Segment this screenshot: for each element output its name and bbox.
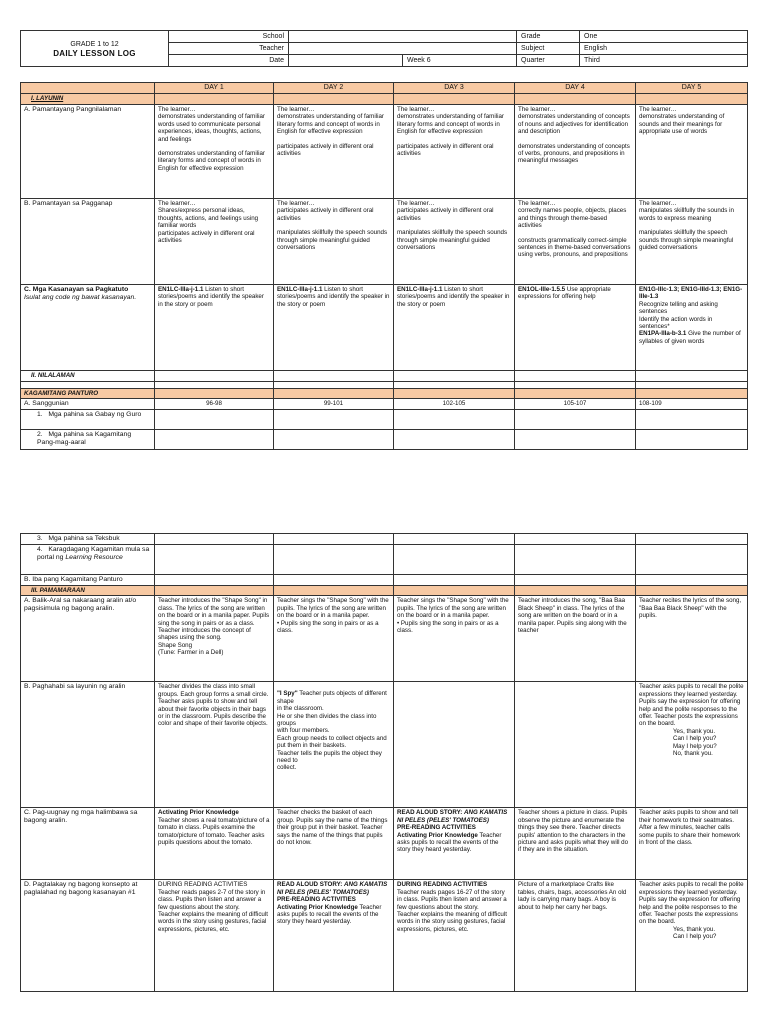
text: put them in their baskets. bbox=[277, 742, 347, 750]
competency-code: EN1LC-IIIa-j-1.1 bbox=[397, 286, 443, 293]
cell-pag-uugnay-day4 bbox=[515, 808, 636, 880]
text: Teacher introduces the "Shape Song" in class. The lyrics of the song are written on the board or in a manila paper. Pupils sing the song in pairs or as a class. Teacher introduces the concept of shapes using the song. bbox=[158, 597, 270, 642]
activity-title: PRE-READING ACTIVITIES bbox=[397, 824, 476, 832]
item-number: 4. bbox=[37, 546, 43, 553]
competency-code: EN1LC-IIIa-j-1.1 bbox=[277, 286, 323, 293]
cell-a-day2 bbox=[274, 105, 394, 199]
text: manipulates skillfully the speech sounds through simple meaningful guided conversations bbox=[397, 229, 508, 252]
week-value: Week 6 bbox=[403, 55, 517, 67]
text: Teacher divides the class into small groups. Each group forms a small circle. Teacher asks pupils to show and tell about their favorite objects in their bags or in the classroom. Pupils describe the color and shape of their favorite objects. bbox=[158, 683, 269, 728]
cell-pagtalakay-day4 bbox=[515, 880, 636, 992]
cell-c-day5 bbox=[636, 285, 748, 371]
row-label-a: A. Pamantayang Pangnilalaman bbox=[21, 105, 155, 199]
cell-balik-day4 bbox=[515, 596, 636, 682]
text: May I help you? bbox=[673, 742, 717, 750]
cell-b-day1 bbox=[155, 199, 274, 285]
text: The learner… bbox=[518, 200, 556, 207]
text: Teacher tells the pupils the object they need to bbox=[277, 749, 382, 765]
text: Teacher asks pupils to show and tell their homework to their seatmates. After a few minutes, teacher calls some pupils to share their homework in front of the class. bbox=[639, 809, 741, 847]
row-label-balik-aral: A. Balik-Aral sa nakaraang aralin at/o pagsisimula ng bagong aralin. bbox=[21, 596, 155, 682]
item-label: Mga pahina sa Teksbuk bbox=[48, 535, 120, 542]
row-pamantayang-pangnilalaman bbox=[21, 105, 748, 199]
row-label-karagdagang bbox=[21, 545, 155, 575]
competency-code: EN1PA-IIIa-b-3.1 bbox=[639, 330, 687, 338]
cell-balik-day5 bbox=[636, 596, 748, 682]
row-label-c-title: C. Mga Kasanayan sa Pagkatuto bbox=[24, 286, 129, 293]
quarter-value: Third bbox=[580, 55, 748, 67]
grade-range: GRADE 1 to 12 bbox=[70, 40, 119, 48]
text: Shape Song bbox=[158, 641, 193, 649]
activity-title: Activating Prior Knowledge bbox=[397, 831, 478, 839]
sanggunian-day5: 108-109 bbox=[636, 399, 748, 410]
pamamaraan-heading bbox=[21, 586, 155, 596]
text: The learner… bbox=[518, 106, 556, 113]
text: The learner… bbox=[158, 106, 196, 113]
text: • Pupils sing the song in pairs or as a class. bbox=[397, 619, 499, 635]
item-number: 3. bbox=[37, 535, 43, 542]
text: The learner… bbox=[397, 200, 435, 207]
text: Can I help you? bbox=[673, 933, 717, 941]
text: constructs grammatically correct-simple sentences in theme-based conversations using verbs, pronouns, and prepositions bbox=[518, 236, 631, 259]
text: Teacher sings the "Shape Song" with the pupils. The lyrics of the song are written on the board or in a manila paper. bbox=[397, 597, 509, 620]
text: Shares/express personal ideas, thoughts, actions, and feelings using familiar words bbox=[158, 207, 259, 230]
text: participates actively in different oral activities bbox=[397, 207, 494, 222]
activity-title: DURING READING ACTIVITIES bbox=[397, 881, 488, 889]
text: Yes, thank you. bbox=[673, 925, 716, 933]
text: Can I help you? bbox=[673, 735, 717, 743]
text: Recognize telling and asking sentences bbox=[639, 300, 718, 316]
item-label-italic: Learning Resource bbox=[65, 554, 123, 561]
text: Give the number of syllables of given words bbox=[639, 330, 741, 345]
text: He or she then divides the class into groups bbox=[277, 712, 377, 728]
row-karagdagang bbox=[21, 545, 748, 575]
cell-balik-day1 bbox=[155, 596, 274, 682]
text: Teacher asks pupils to recall the events of the story they heard yesterday. bbox=[397, 831, 502, 854]
text: manipulates skillfully the sounds in words to express meaning bbox=[639, 207, 734, 222]
nilalaman-label: II. NILALAMAN bbox=[31, 372, 75, 379]
competency-code: EN1LC-IIIa-j-1.1 bbox=[158, 286, 204, 293]
subject-label: Subject bbox=[517, 43, 580, 55]
day-5-header: DAY 5 bbox=[636, 83, 748, 94]
row-gabay bbox=[21, 410, 748, 430]
text: Yes, thank you. bbox=[673, 727, 716, 735]
text: The learner… bbox=[397, 106, 435, 113]
row-pagtalakay bbox=[21, 880, 748, 992]
text: Teacher shows a real tomato/picture of a tomato in class. Pupils examine the tomato/picture of tomato. Teacher asks pupils questions about the tomato. bbox=[158, 816, 270, 847]
text: Listen to short stories/poems and identify the speaker in the story or poem bbox=[277, 286, 390, 308]
cell-c-day2 bbox=[274, 285, 394, 371]
row-iba-pang bbox=[21, 575, 748, 586]
cell-c-day1 bbox=[155, 285, 274, 371]
header-table bbox=[20, 30, 748, 67]
lesson-table-part1 bbox=[20, 82, 748, 450]
competency-code: EN1G-IIIc-1.3; EN1G-IIId-1.3; EN1G-IIIe-1.3 bbox=[639, 286, 743, 301]
item-label: Karagdagang Kagamitan mula sa portal ng bbox=[37, 546, 150, 561]
corner-cell bbox=[21, 83, 155, 94]
activity-title: DURING READING ACTIVITIES bbox=[158, 881, 248, 889]
text: Teacher introduces the song, "Baa Baa Black Sheep" in class. The lyrics of the song are written on the board or in a manila paper. Pupils sing along with the teacher bbox=[518, 597, 627, 635]
text: • Pupils sing the song in pairs or as a class. bbox=[277, 619, 379, 635]
day-4-header: DAY 4 bbox=[515, 83, 636, 94]
text: participates actively in different oral activities bbox=[277, 142, 374, 158]
text: The learner… bbox=[277, 200, 315, 207]
row-label-pagtalakay: D. Pagtalakay ng bagong konsepto at paglalahad ng bagong kasanayan #1 bbox=[21, 880, 155, 992]
cell-pag-uugnay-day1 bbox=[155, 808, 274, 880]
grade-label: Grade bbox=[517, 31, 580, 43]
cell-pagtalakay-day3 bbox=[394, 880, 515, 992]
text: Identify the action words in sentences* bbox=[639, 315, 713, 331]
lesson-table-part2 bbox=[20, 533, 748, 992]
row-label-paghahabi: B. Paghahabi sa layunin ng aralin bbox=[21, 682, 155, 808]
text: Teacher asks pupils to recall the events of the story they heard yesterday. bbox=[277, 903, 382, 926]
daily-lesson-log-title: DAILY LESSON LOG bbox=[53, 48, 136, 58]
layunin-label: I. LAYUNIN bbox=[31, 95, 64, 102]
cell-pagtalakay-day2 bbox=[274, 880, 394, 992]
activity-title: Activating Prior Knowledge bbox=[277, 903, 358, 911]
row-label-c bbox=[21, 285, 155, 371]
cell-balik-day2 bbox=[274, 596, 394, 682]
text: Teacher asks pupils to recall the polite expressions they learned yesterday. Pupils say the expression for offering help and the polite responses to the offer. Teacher posts the expressions on the board. bbox=[639, 881, 744, 926]
row-kagamitang bbox=[21, 430, 748, 450]
row-label-gabay bbox=[21, 410, 155, 430]
cell-pag-uugnay-day2 bbox=[274, 808, 394, 880]
text: participates actively in different oral activities bbox=[277, 207, 374, 222]
text: The learner… bbox=[639, 106, 677, 113]
text: Teacher reads pages 2-7 of the story in class. Pupils then listen and answer a few questions about the story. bbox=[158, 888, 266, 911]
row-mga-kasanayan bbox=[21, 285, 748, 371]
cell-balik-day3 bbox=[394, 596, 515, 682]
text: with four members. bbox=[277, 727, 330, 735]
text: Teacher reads pages 16-27 of the story in class. Pupils then listen and answer a few questions about the story. bbox=[397, 888, 507, 911]
text: Listen to short stories/poems and identify the speaker in the story or poem bbox=[397, 286, 510, 308]
activity-title: "I Spy" bbox=[277, 690, 298, 698]
row-label-sanggunian: A. Sanggunian bbox=[21, 399, 155, 410]
pamamaraan-label: III. PAMAMARAAN bbox=[31, 587, 85, 594]
date-value[interactable] bbox=[289, 55, 403, 67]
sanggunian-day3: 102-105 bbox=[394, 399, 515, 410]
cell-paghahabi-day3 bbox=[394, 682, 515, 808]
activity-title: READ ALOUD STORY: bbox=[397, 809, 465, 817]
cell-pag-uugnay-day3 bbox=[394, 808, 515, 880]
row-label-c-sub: Isulat ang code ng bawat kasanayan. bbox=[24, 294, 137, 301]
cell-c-day3 bbox=[394, 285, 515, 371]
subject-value: English bbox=[580, 43, 748, 55]
cell-pagtalakay-day5 bbox=[636, 880, 748, 992]
header-title bbox=[21, 31, 169, 67]
text: (Tune: Farmer in a Dell) bbox=[158, 649, 224, 657]
cell-b-day2 bbox=[274, 199, 394, 285]
activity-title: READ ALOUD STORY: bbox=[277, 881, 345, 889]
sanggunian-day2: 99-101 bbox=[274, 399, 394, 410]
day-2-header: DAY 2 bbox=[274, 83, 394, 94]
activity-title: PRE-READING ACTIVITIES bbox=[277, 896, 356, 904]
text: demonstrates understanding of concepts of nouns and adjectives for identification and description bbox=[518, 113, 630, 136]
item-number: 1. bbox=[37, 411, 43, 419]
cell-pag-uugnay-day5 bbox=[636, 808, 748, 880]
sanggunian-day1: 96-98 bbox=[155, 399, 274, 410]
cell-a-day1 bbox=[155, 105, 274, 199]
text: The learner… bbox=[277, 106, 315, 113]
day-3-header: DAY 3 bbox=[394, 83, 515, 94]
date-label: Date bbox=[169, 55, 289, 67]
text: in the classroom. bbox=[277, 705, 324, 713]
nilalaman-heading bbox=[21, 371, 155, 382]
text: Teacher explains the meaning of difficult words in the story using gestures, facial expressions, pictures, etc. bbox=[158, 911, 268, 933]
text: demonstrates understanding of familiar literary forms and concept of words in English for effective expression bbox=[277, 113, 384, 136]
item-label: Mga pahina sa Kagamitang Pang-mag-aaral bbox=[37, 431, 132, 447]
cell-b-day5 bbox=[636, 199, 748, 285]
row-label-pag-uugnay: C. Pag-uugnay ng mga halimbawa sa bagong aralin. bbox=[21, 808, 155, 880]
text: Each group needs to collect objects and bbox=[277, 734, 387, 742]
text: Teacher shows a picture in class. Pupils observe the picture and enumerate the things they see there. Teacher directs pupils' attention to the characters in the picture and asks pupils what they will do if they are in the situation. bbox=[518, 809, 629, 854]
kagamitan-heading bbox=[21, 389, 155, 399]
cell-a-day4 bbox=[515, 105, 636, 199]
item-label: Mga pahina sa Gabay ng Guro bbox=[48, 411, 142, 419]
row-label-teksbuk bbox=[21, 534, 155, 545]
text: Picture of a marketplace Crafts like tables, chairs, bags, accessories An old lady is carrying many bags. A boy is about to help her carry her bags. bbox=[518, 881, 627, 911]
row-teksbuk bbox=[21, 534, 748, 545]
cell-pagtalakay-day1 bbox=[155, 880, 274, 992]
text: Teacher sings the "Shape Song" with the pupils. The lyrics of the song are written on the board or in a manila paper. bbox=[277, 597, 389, 620]
text: Teacher puts objects of different shape bbox=[277, 690, 387, 705]
cell-paghahabi-day1 bbox=[155, 682, 274, 808]
text: demonstrates understanding of concepts of verbs, pronouns, and prepositions in meaningful messages bbox=[518, 142, 630, 165]
item-number: 2. bbox=[37, 431, 43, 439]
grade-value: One bbox=[580, 31, 748, 43]
school-value[interactable] bbox=[289, 31, 517, 43]
text: Teacher asks pupils to recall the polite expressions they learned yesterday. Pupils say the expression for offering help and the polite responses to the offer. Teacher posts the expressions on the board. bbox=[639, 683, 744, 728]
cell-b-day3 bbox=[394, 199, 515, 285]
row-balik-aral bbox=[21, 596, 748, 682]
row-paghahabi bbox=[21, 682, 748, 808]
text: manipulates skillfully the speech sounds through simple meaningful guided conversations bbox=[639, 229, 734, 252]
story-title: ANG KAMATIS NI PELES (PELES' TOMATOES) bbox=[397, 809, 508, 824]
row-label-iba-pang: B. Iba pang Kagamitang Panturo bbox=[21, 575, 155, 586]
cell-paghahabi-day4 bbox=[515, 682, 636, 808]
layunin-heading bbox=[21, 94, 155, 105]
kagamitan-label: KAGAMITANG PANTURO bbox=[24, 390, 99, 397]
text: The learner… bbox=[639, 200, 677, 207]
school-label: School bbox=[169, 31, 289, 43]
teacher-value[interactable] bbox=[289, 43, 517, 55]
text: correctly names people, objects, places and things through theme-based activities bbox=[518, 207, 627, 230]
text: demonstrates understanding of sounds and their meanings for appropriate use of words bbox=[639, 113, 725, 136]
text: Teacher checks the basket of each group. Pupils say the name of the things their group put in their basket. Teacher says the name of the things that pupils do not know. bbox=[277, 809, 388, 847]
sanggunian-day4: 105-107 bbox=[515, 399, 636, 410]
teacher-label: Teacher bbox=[169, 43, 289, 55]
cell-b-day4 bbox=[515, 199, 636, 285]
text: Teacher explains the meaning of difficult words in the story using gestures, facial expressions, pictures, etc. bbox=[397, 911, 507, 933]
row-pamantayan-sa-pagganap bbox=[21, 199, 748, 285]
cell-a-day3 bbox=[394, 105, 515, 199]
competency-code: EN1OL-IIIe-1.5.5 bbox=[518, 286, 566, 293]
cell-paghahabi-day2 bbox=[274, 682, 394, 808]
text: No, thank you. bbox=[673, 750, 713, 758]
text: participates actively in different oral activities bbox=[158, 229, 255, 245]
row-sanggunian bbox=[21, 399, 748, 410]
text: participates actively in different oral activities bbox=[397, 142, 494, 158]
text: collect. bbox=[277, 764, 297, 772]
cell-a-day5 bbox=[636, 105, 748, 199]
text: demonstrates understanding of familiar words used to communicate personal experiences, ideas, thoughts, actions, and feelings bbox=[158, 113, 265, 143]
row-pag-uugnay bbox=[21, 808, 748, 880]
text: Use appropriate expressions for offering help bbox=[518, 286, 611, 301]
text: demonstrates understanding of familiar literary forms and concept of words in English for effective expression bbox=[397, 113, 504, 136]
quarter-label: Quarter bbox=[517, 55, 580, 67]
activity-title: Activating Prior Knowledge bbox=[158, 809, 239, 817]
text: Teacher recites the lyrics of the song, "Baa Baa Black Sheep" with the pupils. bbox=[639, 597, 742, 620]
story-title: ANG KAMATIS NI PELES (PELES' TOMATOES) bbox=[277, 881, 388, 896]
text: Listen to short stories/poems and identify the speaker in the story or poem bbox=[158, 286, 264, 308]
cell-paghahabi-day5 bbox=[636, 682, 748, 808]
row-label-kagamitang bbox=[21, 430, 155, 450]
text: demonstrates understanding of familiar literary forms and concept of words in English for effective expression bbox=[158, 150, 265, 172]
day-1-header: DAY 1 bbox=[155, 83, 274, 94]
text: manipulates skillfully the speech sounds through simple meaningful guided conversations bbox=[277, 229, 388, 252]
row-label-b: B. Pamantayan sa Pagganap bbox=[21, 199, 155, 285]
text: The learner… bbox=[158, 200, 196, 207]
cell-c-day4 bbox=[515, 285, 636, 371]
